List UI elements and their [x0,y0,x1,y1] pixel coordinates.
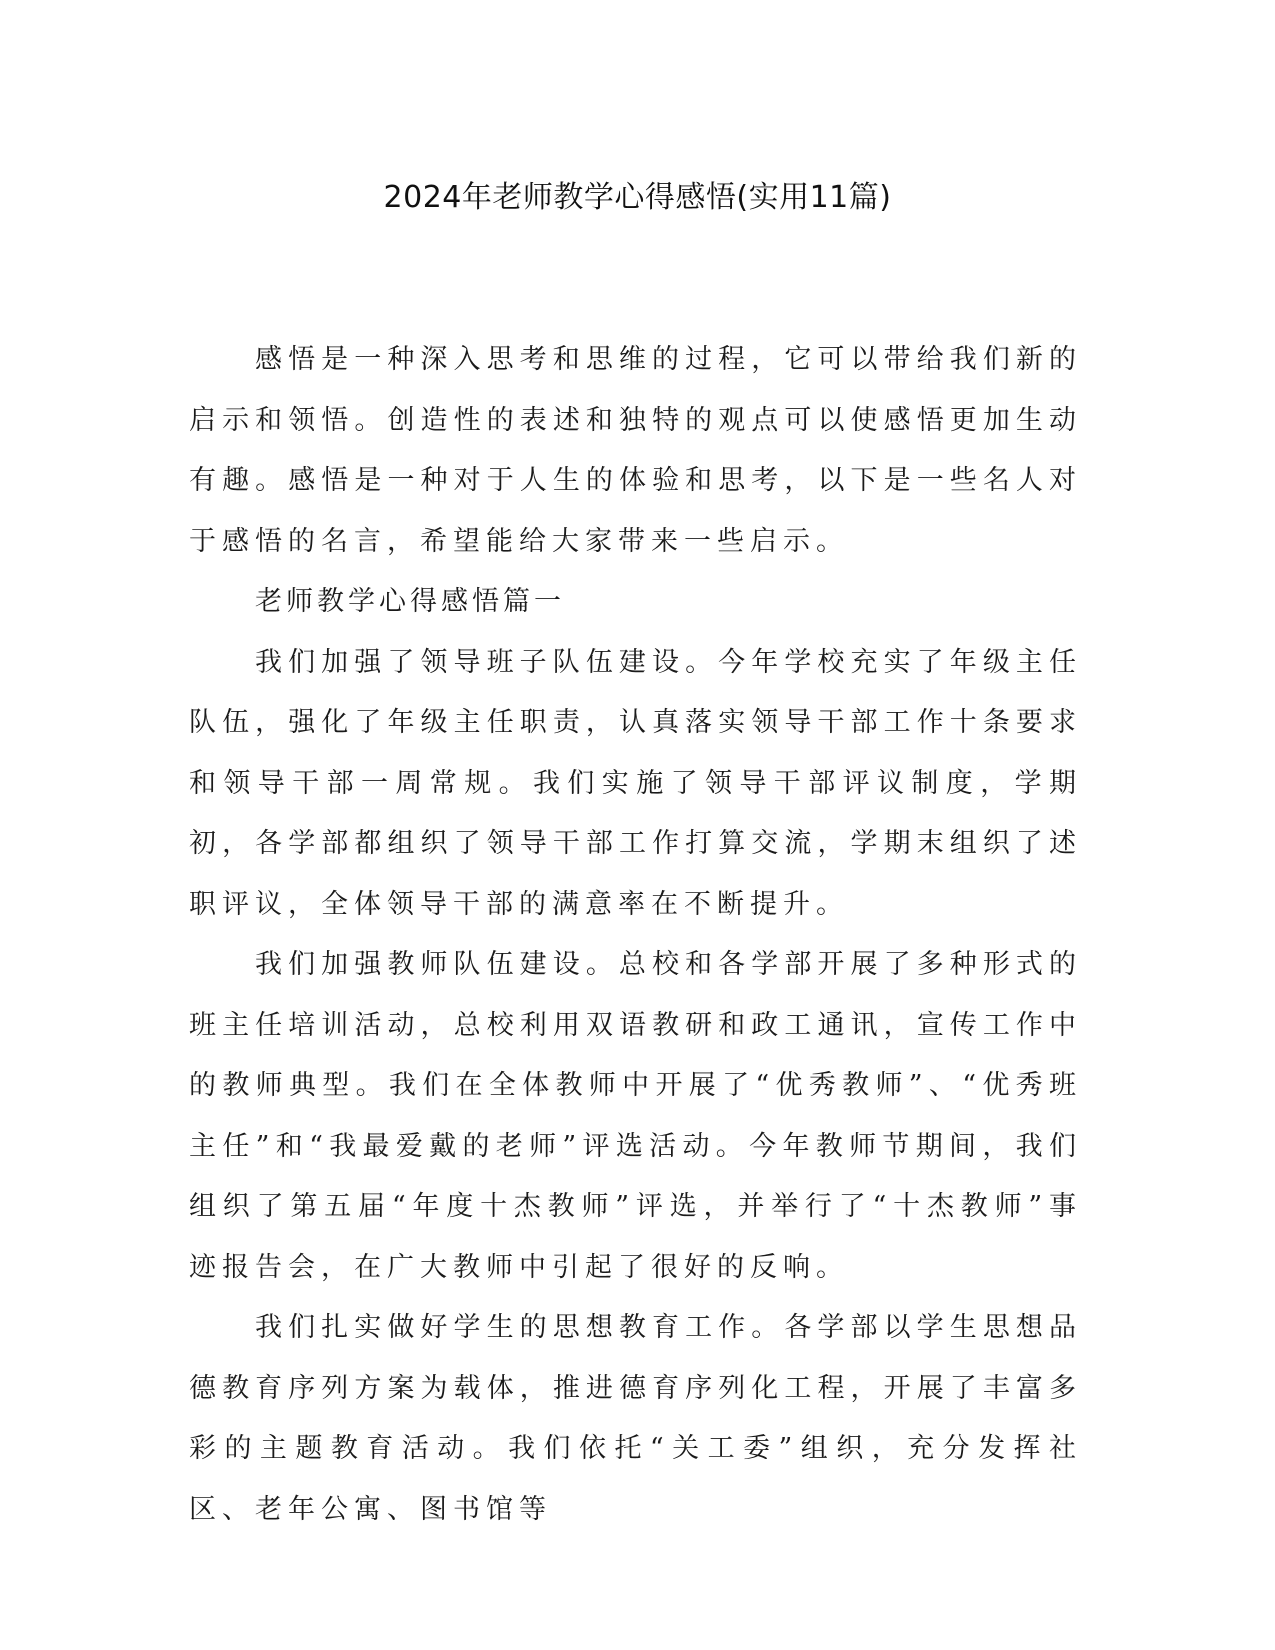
intro-paragraph: 感悟是一种深入思考和思维的过程，它可以带给我们新的启示和领悟。创造性的表述和独特的观点可以使感悟更加生动有趣。感悟是一种对于人生的体验和思考，以下是一些名人对于感悟的名言，希望能给大家带来一些启示。 [189,344,1082,557]
section-heading: 老师教学心得感悟篇一 [255,586,565,617]
body-paragraph: 我们加强了领导班子队伍建设。今年学校充实了年级主任队伍，强化了年级主任职责，认真落实领导干部工作十条要求和领导干部一周常规。我们实施了领导干部评议制度，学期初，各学部都组织了领导干部工作打算交流，学期末组织了述职评议，全体领导干部的满意率在不断提升。 [189,646,1082,920]
document-body [189,330,1082,1540]
body-paragraph: 我们加强教师队伍建设。总校和各学部开展了多种形式的班主任培训活动，总校利用双语教研和政工通讯，宣传工作中的教师典型。我们在全体教师中开展了“优秀教师”、“优秀班主任”和“我最爱戴的老师”评选活动。今年教师节期间，我们组织了第五届“年度十杰教师”评选，并举行了“十杰教师”事迹报告会，在广大教师中引起了很好的反响。 [189,949,1082,1283]
body-paragraph: 我们扎实做好学生的思想教育工作。各学部以学生思想品德教育序列方案为载体，推进德育序列化工程，开展了丰富多彩的主题教育活动。我们依托“关工委”组织，充分发挥社区、老年公寓、图书馆等 [189,1312,1082,1525]
document-title: 2024年老师教学心得感悟(实用11篇) [383,180,892,215]
